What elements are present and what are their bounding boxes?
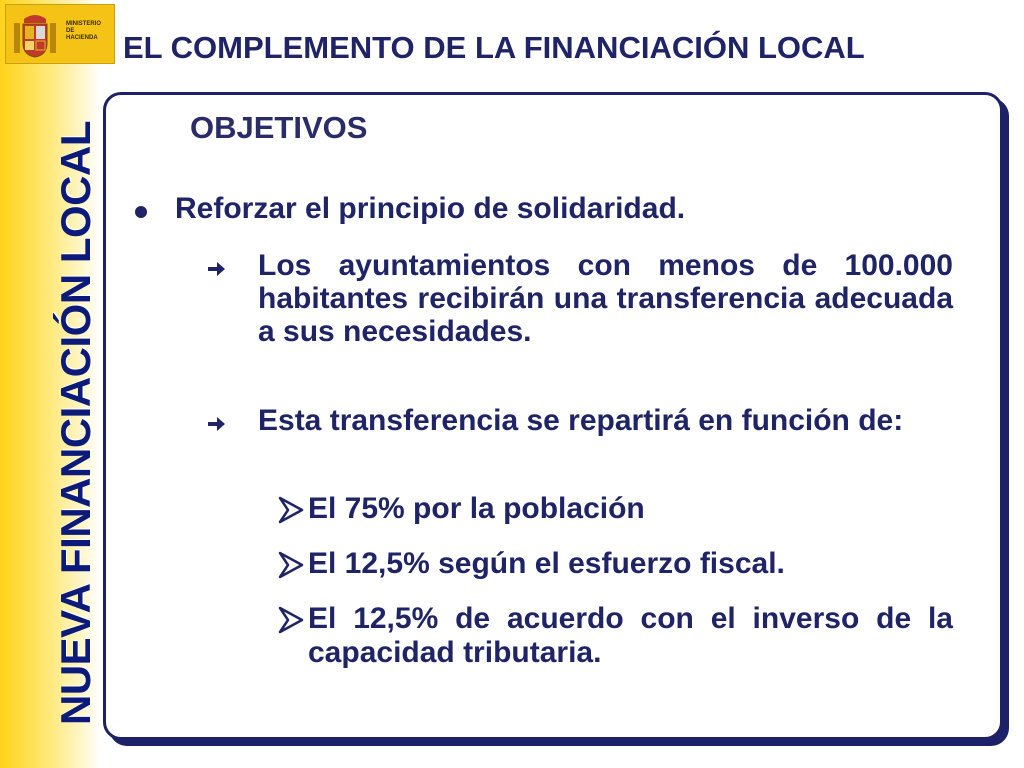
bullet-item: Reforzar el principio de solidaridad.	[175, 192, 686, 225]
arrow-right-icon	[206, 415, 226, 433]
check-arrow-icon	[274, 605, 308, 635]
sub-item-2: Esta transferencia se repartirá en función de:	[258, 404, 904, 437]
criteria-item-2: El 12,5% según el esfuerzo fiscal.	[308, 547, 785, 580]
check-arrow-icon	[274, 550, 308, 580]
sub-item-1: Los ayuntamientos con menos de 100.000 habitantes recibirán una transferencia adecuada a sus necesidades.	[258, 249, 953, 348]
side-title: NUEVA FINANCIACIÓN LOCAL	[52, 121, 99, 725]
bullet-dot-icon	[135, 206, 147, 218]
check-arrow-icon	[274, 495, 308, 525]
logo-line: MINISTERIO	[66, 21, 102, 27]
criteria-item-1: El 75% por la población	[308, 492, 645, 525]
coat-of-arms-icon	[12, 11, 58, 59]
page-title: EL COMPLEMENTO DE LA FINANCIACIÓN LOCAL	[123, 30, 865, 65]
arrow-right-icon	[206, 260, 226, 278]
criteria-item-3: El 12,5% de acuerdo con el inverso de la capacidad tributaria.	[308, 602, 953, 669]
ministry-logo	[5, 4, 115, 64]
logo-line: HACIENDA	[66, 35, 98, 41]
logo-line: DE	[66, 28, 75, 34]
logo-text	[66, 21, 114, 42]
section-title: OBJETIVOS	[190, 110, 368, 145]
